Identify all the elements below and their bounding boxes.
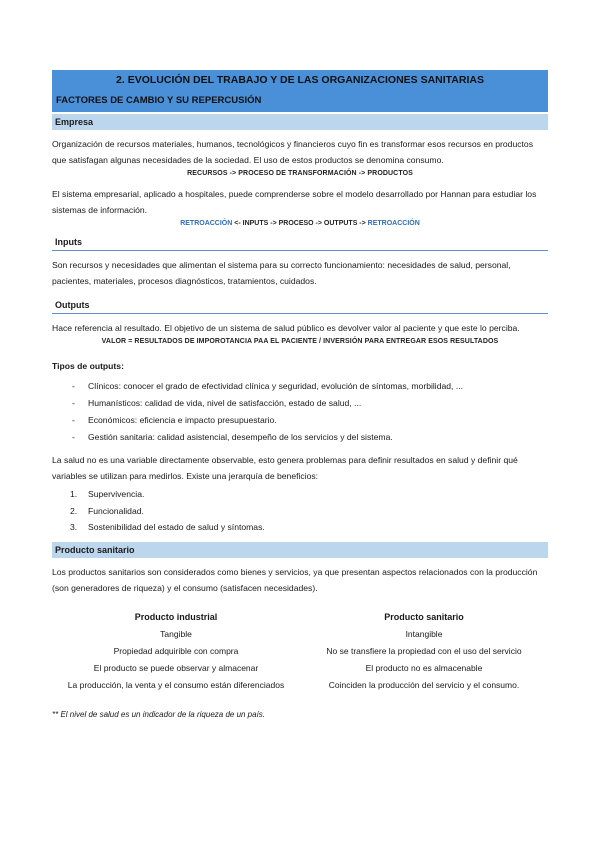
footnote: ** El nivel de salud es un indicador de la riqueza de un país. bbox=[52, 709, 266, 719]
table-cell: El producto no es almacenable bbox=[365, 662, 483, 673]
list-item bbox=[52, 503, 548, 520]
tipos-outputs-heading: Tipos de outputs: bbox=[52, 361, 124, 371]
formula-retroaccion-right: RETROACCIÓN bbox=[367, 220, 420, 227]
list-item: - Gestión sanitaria: calidad asistencial, desempeño de los servicios y del sistema. bbox=[52, 429, 548, 446]
section-heading-inputs: Inputs bbox=[52, 234, 548, 251]
beneficios-list bbox=[52, 486, 548, 536]
section-heading-producto: Producto sanitario bbox=[52, 542, 548, 558]
table-row bbox=[52, 677, 548, 694]
table-header-row bbox=[52, 608, 548, 626]
outputs-paragraph-1: Hace referencia al resultado. El objetivo de un sistema de salud público es devolver valor al paciente y que este lo perciba. bbox=[52, 323, 520, 333]
column-header-industrial: Producto industrial bbox=[134, 611, 218, 622]
section-heading-outputs: Outputs bbox=[52, 297, 548, 314]
formula-retroaccion-left: RETROACCIÓN bbox=[180, 220, 233, 227]
list-number: 1. bbox=[70, 489, 78, 499]
list-text: Funcionalidad. bbox=[88, 505, 144, 516]
comparison-table bbox=[52, 608, 548, 694]
list-text: Supervivencia. bbox=[88, 489, 145, 499]
table-cell: El producto se puede observar y almacenar bbox=[93, 662, 259, 673]
list-text: Sostenibilidad del estado de salud y síntomas. bbox=[88, 522, 265, 532]
table-cell: Coinciden la producción del servicio y el consumo. bbox=[328, 679, 520, 690]
section-heading-empresa: Empresa bbox=[52, 114, 548, 130]
column-header-sanitario: Producto sanitario bbox=[384, 611, 464, 622]
table-cell: Propiedad adquirible con compra bbox=[113, 645, 239, 656]
table-cell: No se transfiere la propiedad con el uso del servicio bbox=[326, 645, 522, 656]
empresa-formula-2 bbox=[52, 218, 548, 230]
empresa-paragraph-2: El sistema empresarial, aplicado a hospitales, puede comprenderse sobre el modelo desarrollado por Hannan para estudiar los sistemas de información. bbox=[52, 189, 537, 215]
document-page bbox=[52, 70, 548, 722]
table-row bbox=[52, 643, 548, 660]
empresa-paragraph-1: Organización de recursos materiales, humanos, tecnológicos y financieros cuyo fin es transformar esos recursos en productos que satisfagan algunas necesidades de la sociedad. El uso de estos productos se denomina consumo. bbox=[52, 139, 534, 165]
list-number: 2. bbox=[70, 505, 78, 516]
table-cell: La producción, la venta y el consumo están diferenciados bbox=[67, 679, 285, 690]
list-number: 3. bbox=[70, 522, 78, 532]
list-item: - Económicos: eficiencia e impacto presupuestario. bbox=[52, 412, 548, 429]
formula-process-chain: <- INPUTS -> PROCESO -> OUTPUTS -> bbox=[232, 220, 368, 227]
tipos-outputs-list bbox=[52, 378, 548, 446]
table-row bbox=[52, 660, 548, 677]
table-cell: Tangible bbox=[160, 628, 192, 639]
section-subtitle: FACTORES DE CAMBIO Y SU REPERCUSIÓN bbox=[56, 95, 262, 106]
empresa-formula-1: RECURSOS -> PROCESO DE TRANSFORMACIÓN -> PRODUCTOS bbox=[187, 170, 413, 177]
title-banner bbox=[52, 70, 548, 112]
list-item: - Humanísticos: calidad de vida, nivel de satisfacción, estado de salud, ... bbox=[52, 395, 548, 412]
list-item bbox=[52, 519, 548, 536]
table-row bbox=[52, 626, 548, 643]
page-title: 2. EVOLUCIÓN DEL TRABAJO Y DE LAS ORGANIZACIONES SANITARIAS bbox=[116, 74, 484, 86]
table-cell: Intangible bbox=[405, 628, 443, 639]
list-item: - Clínicos: conocer el grado de efectividad clínica y seguridad, evolución de síntomas, morbilidad, ... bbox=[52, 378, 548, 395]
producto-paragraph: Los productos sanitarios son considerados como bienes y servicios, ya que presentan aspectos relacionados con la producción (son generadores de riqueza) y el consumo (satisfacen necesidades). bbox=[52, 566, 538, 593]
inputs-paragraph: Son recursos y necesidades que alimentan el sistema para su correcto funcionamiento: necesidades de salud, personal, pacientes, materiales, procesos diagnósticos, tratamientos, cuidados. bbox=[52, 260, 511, 286]
outputs-paragraph-2: La salud no es una variable directamente observable, esto genera problemas para definir resultados en salud y definir qué variables se utilizan para medirlos. Existe una jerarquía de beneficios: bbox=[52, 455, 518, 481]
outputs-value-formula: VALOR = RESULTADOS DE IMPOROTANCIA PAA EL PACIENTE / INVERSIÓN PARA ENTREGAR ESOS RESULTADOS bbox=[101, 338, 499, 345]
list-item bbox=[52, 486, 548, 503]
